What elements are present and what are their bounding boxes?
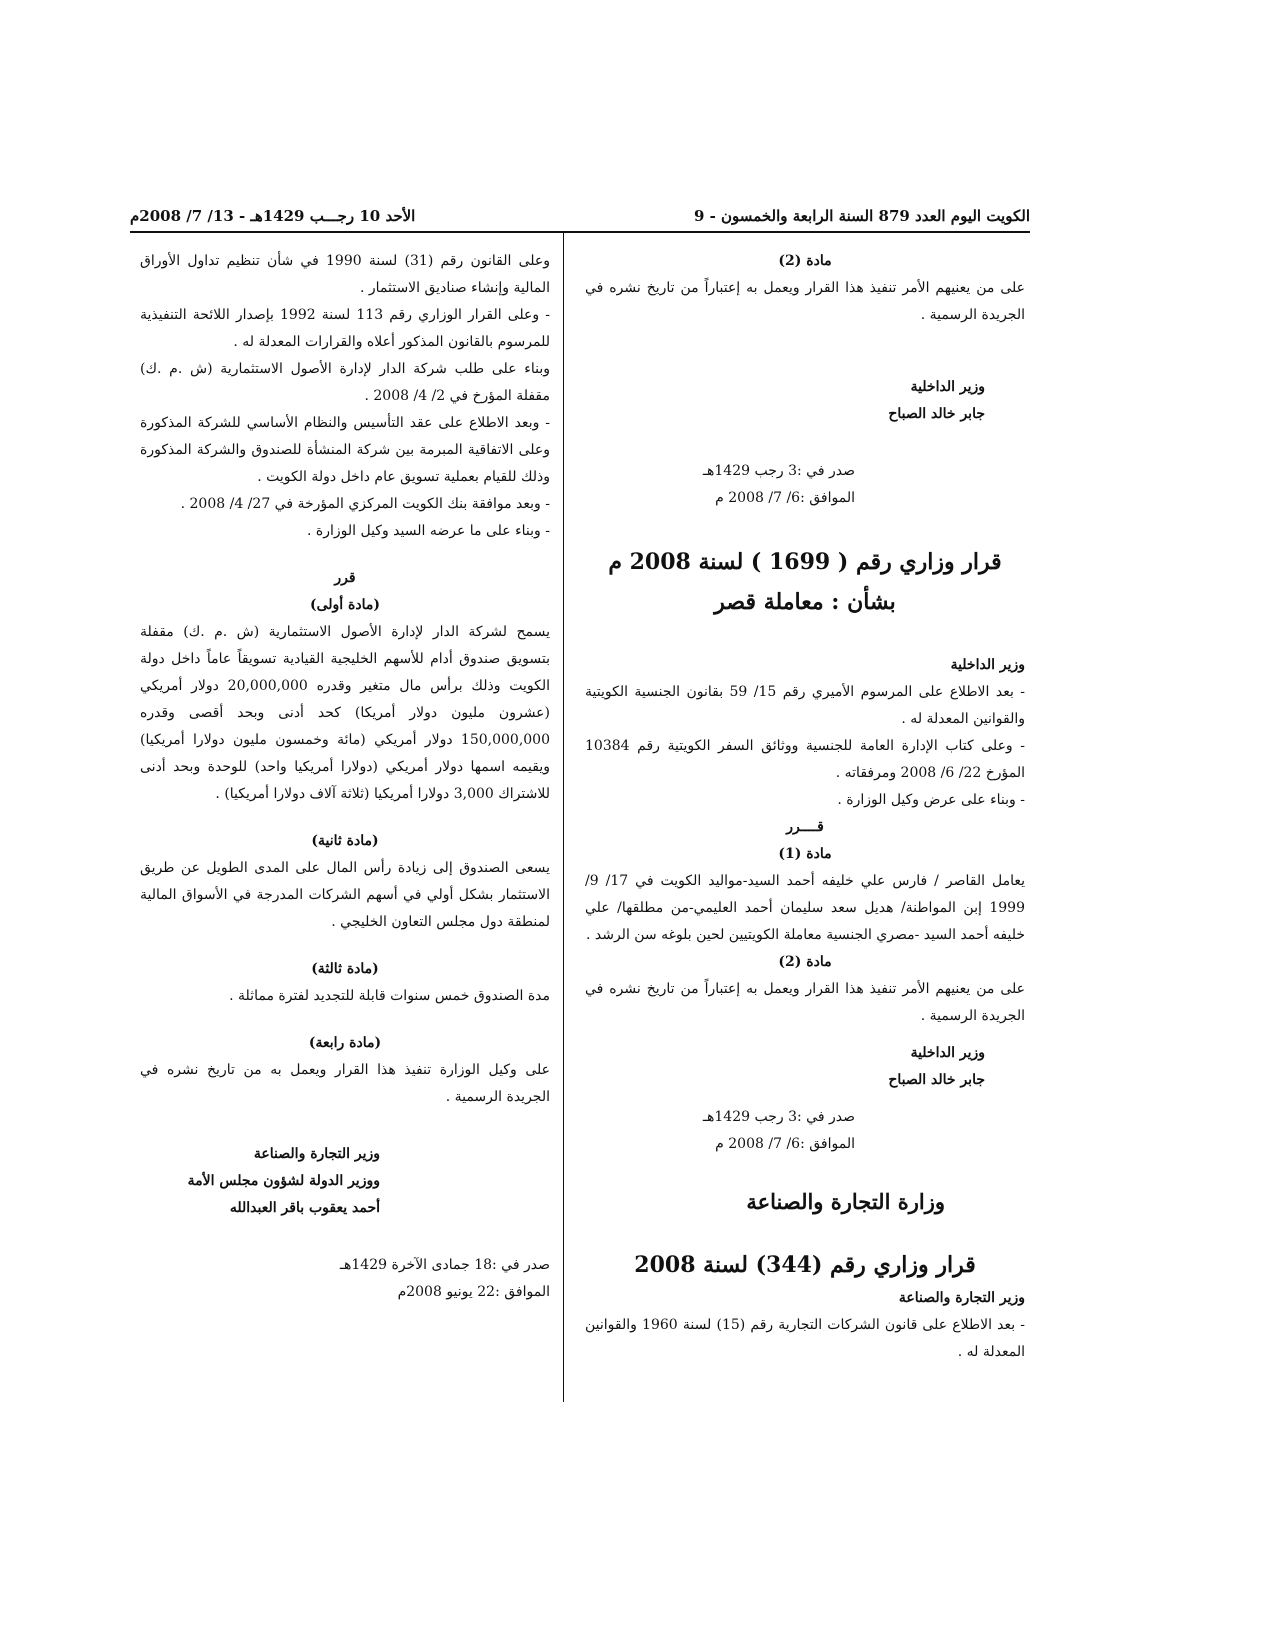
article-text: مدة الصندوق خمس سنوات قابلة للتجديد لفترة مماثلة . (229, 988, 550, 1004)
article-text: يسمح لشركة الدار لإدارة الأصول الاستثمارية (ش .م .ك) مقفلة بتسويق صندوق أدام للأسهم الخليجية القيادية تسويقاً عاماً داخل دولة الكويت وذلك برأس مال متغير وقدره 20,000,000 دولار أمريكي (عشرون مليون دولار أمريكا) كحد أدنى وبحد أقصى وقدره 150,000,000 دولار أمريكي (مائة وخمسون مليون دولارا أمريكيا) ويقيمه اسمها دولار أمريكي (دولارا أمريكيا واحد) للوحدة وبحد أدنى للاشتراك 3,000 دولارا أمريكيا (ثلاثة آلاف دولارا أمريكيا) . (140, 624, 550, 802)
signature-block (140, 1141, 550, 1222)
article-title: (مادة رابعة) (308, 1035, 382, 1051)
header-issue-info: الكويت اليوم العدد 879 السنة الرابعة والخمسون - 9 (693, 207, 1030, 225)
signature-name: أحمد يعقوب باقر العبدالله (229, 1200, 380, 1216)
preamble-item: وبناء على طلب شركة الدار لإدارة الأصول الاستثمارية (ش .م .ك) مقفلة المؤرخ في 2/ 4/ 2008 . (140, 361, 550, 404)
signature-block (585, 1040, 1025, 1094)
article-text: على وكيل الوزارة تنفيذ هذا القرار ويعمل به من تاريخ نشره في الجريدة الرسمية . (140, 1062, 550, 1105)
issue-date-hijri: صدر في :3 رجب 1429هـ (702, 1109, 855, 1125)
issue-date-gregorian: الموافق :22 يونيو 2008م (397, 1284, 550, 1300)
article-title: (مادة ثالثة) (311, 961, 379, 977)
signature-name: جابر خالد الصباح (888, 1072, 985, 1088)
article-text: يعامل القاصر / فارس علي خليفه أحمد السيد-مواليد الكويت في 17/ 9/ 1999 إبن المواطنة/ هديل سعد سليمان أحمد العليمي-من مطلقها/ علي خليفه أحمد السيد -مصري الجنسية معاملة الكويتيين لحين بلوغه سن الرشد . (585, 873, 1026, 943)
issue-date-hijri: صدر في :3 رجب 1429هـ (702, 463, 855, 479)
article-text: يسعى الصندوق إلى زيادة رأس المال على المدى الطويل عن طريق الاستثمار بشكل أولي في أسهم الشركات المدرجة في الأسواق المالية لمنطقة دول مجلس التعاون الخليجي . (140, 860, 550, 930)
article-title: مادة (1) (778, 846, 832, 862)
preamble-item: - وبناء على ما عرضه السيد وكيل الوزارة . (306, 523, 550, 539)
preamble-item: - وعلى القرار الوزاري رقم 113 لسنة 1992 بإصدار اللائحة التنفيذية للمرسوم بالقانون المذكور أعلاه والقرارات المعدلة له . (140, 307, 550, 350)
article-title: مادة (2) (778, 954, 832, 970)
page-header (130, 203, 1030, 233)
decided-heading: قرر (334, 570, 356, 586)
preamble-item: وعلى القانون رقم (31) لسنة 1990 في شأن تنظيم تداول الأوراق المالية وإنشاء صناديق الاستثمار . (140, 253, 550, 296)
article-title: مادة (2) (778, 253, 832, 269)
issue-date-gregorian: الموافق :6/ 7/ 2008 م (715, 1136, 855, 1152)
preamble-item: - وبعد موافقة بنك الكويت المركزي المؤرخة في 27/ 4/ 2008 . (180, 496, 550, 512)
decree-subject: بشأن : معاملة قصر (714, 589, 896, 615)
preamble-item: - وبناء على عرض وكيل الوزارة . (837, 792, 1025, 808)
column-divider (563, 232, 564, 1402)
right-column (585, 248, 1025, 1366)
preamble-item: - بعد الاطلاع على قانون الشركات التجارية رقم (15) لسنة 1960 والقوانين المعدلة له . (585, 1317, 1025, 1360)
signature-title: وزير الداخلية (910, 1045, 985, 1061)
issue-date-gregorian: الموافق :6/ 7/ 2008 م (715, 490, 855, 506)
signature-title: وزير التجارة والصناعة (253, 1146, 380, 1162)
minister-title: وزير التجارة والصناعة (898, 1290, 1025, 1306)
article-title: (مادة ثانية) (311, 833, 379, 849)
issue-date-hijri: صدر في :18 جمادى الآخرة 1429هـ (339, 1257, 550, 1273)
preamble-item: - وبعد الاطلاع على عقد التأسيس والنظام الأساسي للشركة المذكورة وعلى الاتفاقية المبرمة بين شركة المنشأة للصندوق والشركة المذكورة وذلك للقيام بعملية تسويق عام داخل دولة الكويت . (140, 415, 550, 485)
header-date: الأحد 10 رجـــب 1429هـ - 13/ 7/ 2008م (130, 207, 416, 225)
article-title: (مادة أولى) (309, 597, 381, 613)
signature-name: جابر خالد الصباح (888, 406, 985, 422)
signature-title: وزير الداخلية (910, 379, 985, 395)
decree-title: قرار وزاري رقم (344) لسنة 2008 (634, 1252, 976, 1278)
article-text: على من يعنيهم الأمر تنفيذ هذا القرار ويعمل به إعتباراً من تاريخ نشره في الجريدة الرسمية . (585, 981, 1025, 1024)
minister-title: وزير الداخلية (950, 657, 1025, 673)
preamble-item: - بعد الاطلاع على المرسوم الأميري رقم 15/ 59 بقانون الجنسية الكويتية والقوانين المعدلة له . (585, 684, 1025, 727)
preamble-item: - وعلى كتاب الإدارة العامة للجنسية ووثائق السفر الكويتية رقم 10384 المؤرخ 22/ 6/ 2008 ومرفقاته . (585, 738, 1025, 781)
signature-title: ووزير الدولة لشؤون مجلس الأمة (187, 1173, 380, 1189)
ministry-heading: وزارة التجارة والصناعة (746, 1189, 945, 1214)
signature-block (585, 374, 1025, 428)
article-text: على من يعنيهم الأمر تنفيذ هذا القرار ويعمل به إعتباراً من تاريخ نشره في الجريدة الرسمية . (585, 280, 1025, 323)
decided-heading: قــــرر (786, 819, 824, 835)
decree-title: قرار وزاري رقم ( 1699 ) لسنة 2008 م (608, 549, 1002, 575)
left-column (140, 248, 550, 1306)
